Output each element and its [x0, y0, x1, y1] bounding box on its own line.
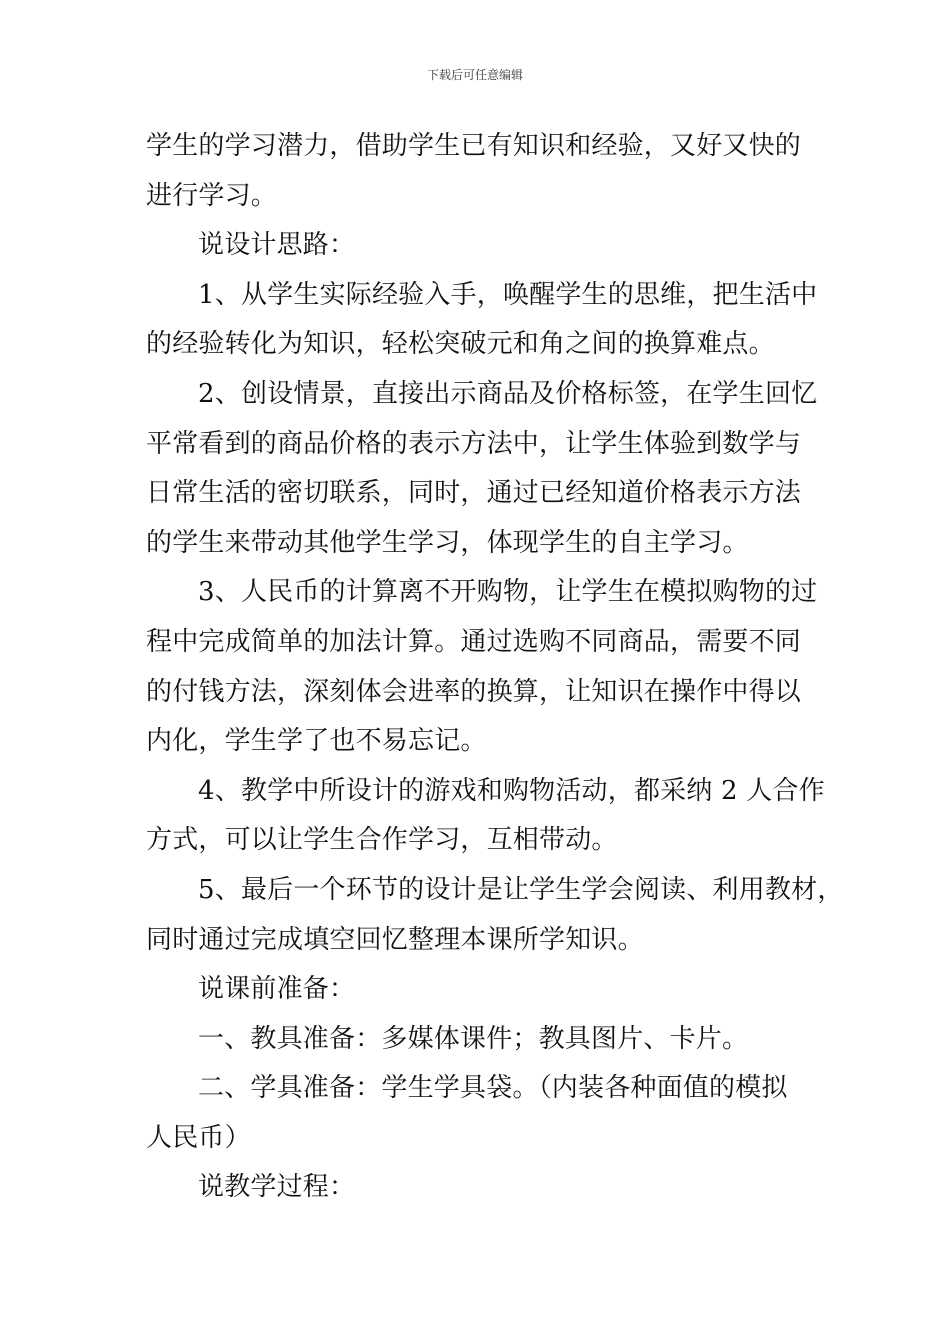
paragraph-line: 的付钱方法，深刻体会进率的换算，让知识在操作中得以	[146, 676, 802, 707]
paragraph-line: 二、学具准备：学生学具袋。（内装各种面值的模拟	[198, 1073, 788, 1104]
paragraph-line: 3、人民币的计算离不开购物，让学生在模拟购物的过	[198, 577, 818, 608]
paragraph-line: 人民币）	[146, 1122, 251, 1153]
paragraph-line: 进行学习。	[146, 180, 278, 211]
section-heading: 说课前准备：	[198, 974, 356, 1005]
section-heading: 说教学过程：	[198, 1172, 356, 1203]
paragraph-line: 程中完成简单的加法计算。通过选购不同商品，需要不同	[146, 626, 802, 657]
body-text	[146, 122, 844, 1213]
paragraph-line: 1、从学生实际经验入手，唤醒学生的思维，把生活中	[198, 279, 818, 310]
paragraph-line: 5、最后一个环节的设计是让学生学会阅读、利用教材，	[198, 874, 844, 905]
paragraph-line: 2、创设情景，直接出示商品及价格标签，在学生回忆	[198, 378, 818, 409]
paragraph-line: 同时通过完成填空回忆整理本课所学知识。	[146, 924, 644, 955]
paragraph-line: 方式，可以让学生合作学习，互相带动。	[146, 825, 618, 856]
paragraph-line: 4、教学中所设计的游戏和购物活动，都采纳 2 人合作	[198, 775, 825, 806]
paragraph-line: 一、教具准备：多媒体课件；教具图片、卡片。	[198, 1023, 749, 1054]
paragraph-line: 平常看到的商品价格的表示方法中，让学生体验到数学与	[146, 428, 802, 459]
paragraph-line: 学生的学习潜力，借助学生已有知识和经验，又好又快的	[146, 131, 802, 161]
paragraph-line: 日常生活的密切联系，同时，通过已经知道价格表示方法	[146, 478, 802, 509]
paragraph-line: 的学生来带动其他学生学习，体现学生的自主学习。	[146, 527, 749, 558]
paragraph-line: 内化，学生学了也不易忘记。	[146, 726, 487, 757]
paragraph-line: 的经验转化为知识，轻松突破元和角之间的换算难点。	[146, 329, 775, 360]
section-heading: 说设计思路：	[198, 230, 356, 261]
page-header: 下载后可任意编辑	[426, 68, 523, 82]
